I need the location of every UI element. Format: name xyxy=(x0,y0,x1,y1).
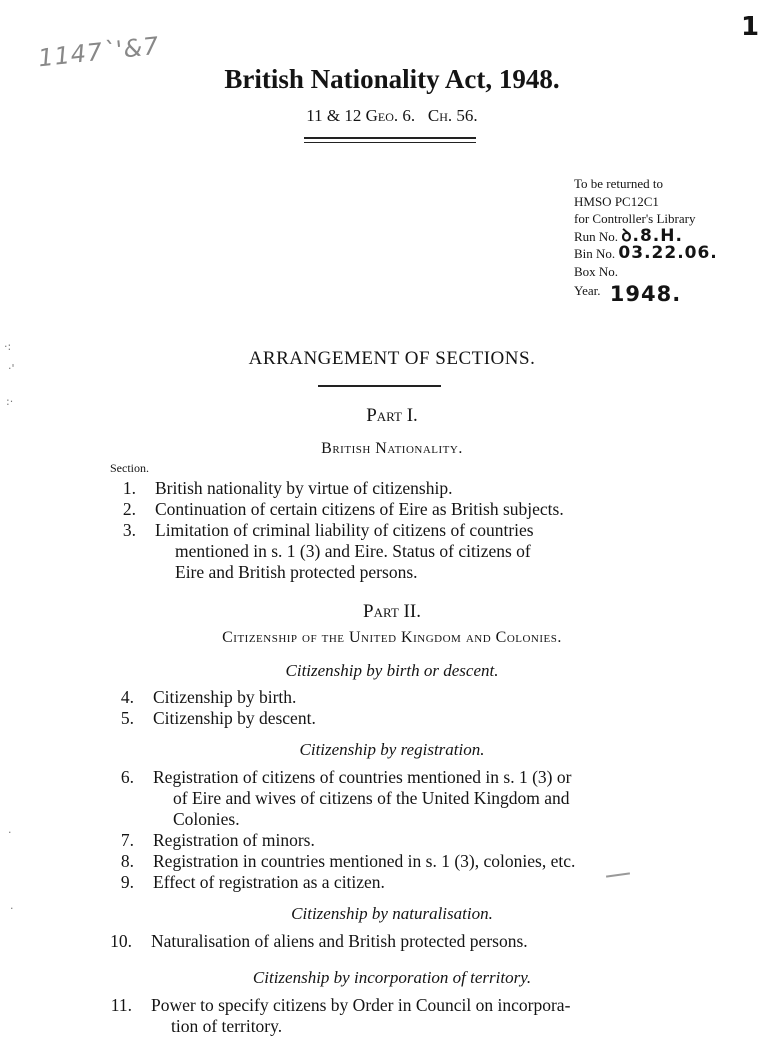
section-number: 1. xyxy=(122,478,136,498)
section-title: Registration in countries mentioned in s. 1 (3), colonies, etc. xyxy=(153,851,576,871)
section-number: 7. xyxy=(120,830,134,850)
subheading-naturalisation: Citizenship by naturalisation. xyxy=(291,904,493,923)
section-title xyxy=(151,995,691,1037)
section-title: Effect of registration as a citizen. xyxy=(153,872,385,892)
stamp-line: for Controller's Library xyxy=(574,211,696,226)
act-citation xyxy=(0,106,768,126)
stamp-run-value: ꝺ.8.H. xyxy=(621,225,683,246)
stamp-line: To be returned to xyxy=(574,176,663,191)
citation-regnal-year: 11 & 12 Geo. 6. xyxy=(306,106,416,125)
section-number: 2. xyxy=(122,499,136,519)
section-number: 5. xyxy=(120,708,134,728)
section-title: Citizenship by birth. xyxy=(153,687,297,707)
section-number: 4. xyxy=(120,687,134,707)
citation-chapter: Ch. 56. xyxy=(427,106,478,125)
arrangement-rule xyxy=(318,385,441,387)
subheading-registration: Citizenship by registration. xyxy=(299,740,485,759)
section-title-line: of Eire and wives of citizens of the United Kingdom and xyxy=(173,788,570,808)
stamp-year-row xyxy=(574,280,718,306)
margin-speck: · xyxy=(10,902,14,915)
section-number: 11. xyxy=(110,995,132,1015)
stamp-run-label: Run No. xyxy=(574,228,619,244)
part-2-title: Part II. xyxy=(363,601,421,622)
stamp-bin-label: Bin No. xyxy=(574,246,616,261)
section-title-line: mentioned in s. 1 (3) and Eire. Status of citizens of xyxy=(175,541,531,561)
section-title: Naturalisation of aliens and British protected persons. xyxy=(151,931,528,951)
section-title-line: Eire and British protected persons. xyxy=(175,562,418,582)
section-number: 10. xyxy=(110,931,132,951)
margin-speck: ·' xyxy=(8,362,15,375)
subheading-birth-descent: Citizenship by birth or descent. xyxy=(285,661,499,680)
part-1-heading: British Nationality. xyxy=(321,440,463,457)
margin-speck: ·: xyxy=(4,340,12,353)
arrangement-heading: ARRANGEMENT OF SECTIONS. xyxy=(248,348,536,369)
section-title-line: Limitation of criminal liability of citizens of countries xyxy=(155,520,534,540)
section-title-line: Colonies. xyxy=(173,809,240,829)
page-number: 1 xyxy=(741,12,760,42)
stamp-bin-value: 03.22.06. xyxy=(618,243,718,263)
margin-speck: · xyxy=(8,826,12,839)
section-title-line: Registration of citizens of countries mentioned in s. 1 (3) or xyxy=(153,767,572,787)
section-title-line: tion of territory. xyxy=(171,1016,283,1036)
handwritten-catalog-mark: 1147`'&7 xyxy=(36,31,161,73)
section-title xyxy=(155,520,695,583)
section-title: British nationality by virtue of citizenship. xyxy=(155,478,453,498)
library-return-stamp xyxy=(574,175,718,306)
title-double-rule xyxy=(304,137,476,143)
section-title: Registration of minors. xyxy=(153,830,315,850)
section-number: 6. xyxy=(120,767,134,787)
section-column-label: Section. xyxy=(110,461,149,475)
stamp-bin-row xyxy=(574,245,718,263)
act-title: British Nationality Act, 1948. xyxy=(224,64,560,94)
stamp-year-label: Year. xyxy=(574,283,601,298)
stamp-year-value: 1948. xyxy=(609,282,682,306)
section-number: 8. xyxy=(120,851,134,871)
stamp-box-row xyxy=(574,263,718,281)
section-title xyxy=(153,767,693,830)
section-title: Continuation of certain citizens of Eire as British subjects. xyxy=(155,499,564,519)
stamp-box-label: Box No. xyxy=(574,263,619,279)
part-2-heading: Citizenship of the United Kingdom and Colonies. xyxy=(222,629,562,646)
stamp-line: HMSO PC12C1 xyxy=(574,193,659,209)
part-1-title: Part I. xyxy=(366,405,418,426)
section-number: 3. xyxy=(122,520,136,540)
section-title: Citizenship by descent. xyxy=(153,708,316,728)
subheading-incorporation: Citizenship by incorporation of territory. xyxy=(252,968,532,987)
margin-speck: :· xyxy=(6,395,14,408)
section-number: 9. xyxy=(120,872,134,892)
section-title-line: Power to specify citizens by Order in Council on incorpora- xyxy=(151,995,571,1015)
